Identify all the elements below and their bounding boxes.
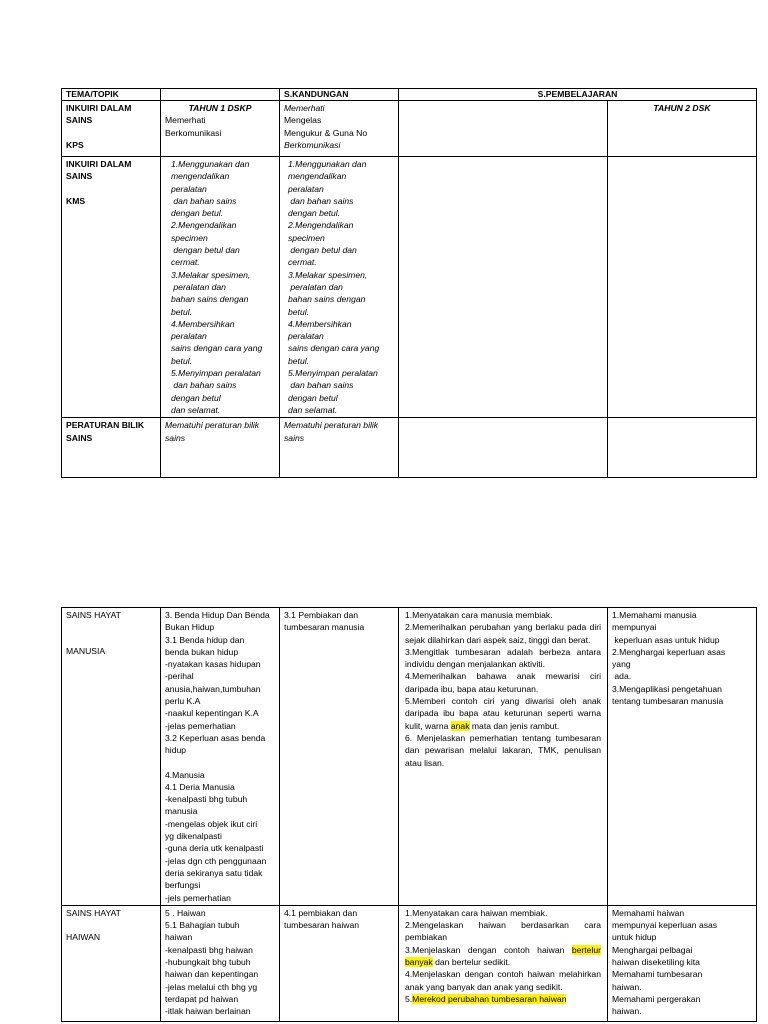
pembelajaran-cell-manusia xyxy=(399,608,608,906)
text-line: 3. Benda Hidup Dan Benda xyxy=(165,610,270,620)
text-line: -jelas melalui cth bhg yg xyxy=(165,981,258,992)
tahun-2-cell-kps xyxy=(608,101,757,157)
text-line xyxy=(66,127,156,139)
text-line: dengan betul xyxy=(171,392,221,403)
text-line: tumbesaran haiwan xyxy=(284,920,360,931)
text-line: 3.1 Benda hidup dan xyxy=(165,634,245,645)
text-line: yg dikenalpasti xyxy=(165,831,222,842)
text-line: 5.1 Bahagian tubuh xyxy=(165,920,240,931)
pembelajaran-cell-haiwan xyxy=(399,905,608,1021)
text-line: keperluan asas untuk hidup xyxy=(612,634,720,645)
text-line: haiwan diseketiling kita xyxy=(612,957,700,968)
text-line: -nyatakan kasas hidupan xyxy=(165,659,261,670)
text-line: PERATURAN BILIK xyxy=(66,420,145,431)
text-line: haiwan xyxy=(165,932,193,943)
text-line: Memahami haiwan xyxy=(612,907,685,918)
column-title-tahun-1: TAHUN 1 DSKP xyxy=(188,103,252,113)
text-line: hidup xyxy=(165,745,187,756)
table-row-peraturan xyxy=(62,418,757,478)
learning-item: 6. Menjelaskan pemerhatian tentang tumbesaran dan pewarisan melalui lakaran, TMK, penulisan atau lisan. xyxy=(405,732,601,768)
text-line: 4.1 Deria Manusia xyxy=(165,781,235,792)
text-line: dengan betul. xyxy=(288,208,341,219)
text-line: HAIWAN xyxy=(66,932,101,943)
text-line: -kenalpasti bhg tubuh xyxy=(165,794,248,805)
text-line: specimen xyxy=(171,232,208,243)
tahun-2-cell-manusia xyxy=(608,608,757,906)
learning-item: 2.Memerihalkan perubahan yang berlaku pada diri sejak dilahirkan dari aspek saiz, tinggi dan berat. xyxy=(405,622,601,645)
text-line: peralatan xyxy=(171,183,207,194)
text-line: SAINS xyxy=(66,171,93,182)
learning-item xyxy=(405,993,601,1005)
text-line: dengan betul. xyxy=(171,208,224,219)
text-line: dan bahan sains xyxy=(171,380,237,391)
text-line: haiwan. xyxy=(612,981,642,992)
text-line: INKUIRI DALAM xyxy=(66,103,132,113)
learning-item: 3.Mengitlak tumbesaran adalah berbeza antara individu dengan menjalankan aktiviti. xyxy=(405,646,601,670)
text-line: mengendalikan xyxy=(171,171,230,182)
text-line: peralatan xyxy=(288,183,324,194)
table-header-row xyxy=(62,89,757,101)
text-line: 3.Melakar spesimen, xyxy=(171,269,251,280)
text-line: KMS xyxy=(66,195,86,206)
text-line: dan bahan sains xyxy=(288,195,354,206)
tahun-2-cell-peraturan xyxy=(608,418,757,478)
text-line xyxy=(66,633,156,645)
text-line: -kenalpasti bhg haiwan xyxy=(165,944,253,955)
header-s-pembelajaran: S.PEMBELAJARAN xyxy=(399,89,757,101)
learning-item: 1.Menyatakan cara haiwan membiak. xyxy=(405,907,548,918)
text-line: mengendalikan xyxy=(288,171,347,182)
text-line: dan bahan sains xyxy=(171,195,237,206)
text-line: Menghargai pelbagai xyxy=(612,944,693,955)
topic-cell-peraturan xyxy=(62,418,161,478)
text-line: 2.Mengendalikan xyxy=(288,220,354,231)
topic-cell-manusia xyxy=(62,608,161,906)
text-line: yang xyxy=(612,659,631,670)
text-line: dengan betul xyxy=(288,392,338,403)
kandungan-cell-kps xyxy=(280,101,399,157)
table-row-haiwan xyxy=(62,905,757,1021)
text-line: benda bukan hidup xyxy=(165,646,239,657)
text-line: dengan betul dan xyxy=(171,245,240,256)
curriculum-table-2 xyxy=(61,607,757,1022)
text-line: peralatan dan xyxy=(171,281,226,292)
text-line: cermat. xyxy=(288,257,317,268)
dskp-cell-kps xyxy=(161,101,280,157)
text-line: sains dengan cara yang xyxy=(288,343,380,354)
text-line: 2.Menghargai keperluan asas xyxy=(612,646,726,657)
text-line: betul. xyxy=(171,306,193,317)
text-line xyxy=(66,183,156,195)
text-line: Mengelas xyxy=(284,115,322,126)
text-line: 1.Menggunakan dan xyxy=(288,159,367,169)
text-line: deria sekiranya satu tidak xyxy=(165,867,263,878)
text-line: specimen xyxy=(288,232,325,243)
text-line: 2.Mengendalikan xyxy=(171,220,237,231)
learning-item xyxy=(405,944,601,969)
text-line: dan selamat. xyxy=(171,404,221,415)
text-line: Memahami tumbesaran xyxy=(612,969,703,980)
text-line: sains dengan cara yang xyxy=(171,343,263,354)
learning-item-text: 5. xyxy=(405,993,413,1004)
text-line: betul. xyxy=(288,306,310,317)
text-line: Memahami pergerakan xyxy=(612,993,701,1004)
text-line: -guna deria utk kenalpasti xyxy=(165,843,264,854)
text-line: Mengukur & Guna No xyxy=(284,127,368,138)
text-line xyxy=(165,757,275,769)
curriculum-table-1 xyxy=(61,88,757,478)
header-s-kandungan: S.KANDUNGAN xyxy=(280,89,399,101)
text-line: -itlak haiwan berlainan xyxy=(165,1006,251,1017)
text-line: cermat. xyxy=(171,257,200,268)
text-line: Memerhati xyxy=(165,115,206,126)
text-line: peralatan dan xyxy=(288,281,343,292)
text-line: peralatan xyxy=(171,331,207,342)
text-line: Mematuhi peraturan bilik xyxy=(165,420,260,431)
text-line: -perihal xyxy=(165,671,194,682)
topic-cell-haiwan xyxy=(62,905,161,1021)
text-line: SAINS xyxy=(66,432,93,443)
text-line: untuk hidup xyxy=(612,932,657,943)
topic-cell-kms xyxy=(62,157,161,418)
text-line: sains xyxy=(284,432,305,443)
tahun-2-cell-kms xyxy=(608,157,757,418)
text-line: Memerhati xyxy=(284,103,325,113)
text-line: -mengelas objek ikut ciri xyxy=(165,818,258,829)
text-line xyxy=(66,621,156,633)
column-title-tahun-2: TAHUN 2 DSK xyxy=(653,103,711,113)
text-line: -jelas pemerhatian xyxy=(165,720,236,731)
text-line: 5 . Haiwan xyxy=(165,907,206,918)
text-line: INKUIRI DALAM xyxy=(66,159,132,169)
learning-item: 4.Memerihalkan bahawa anak mewarisi ciri daripada ibu, bapa atau keturunan. xyxy=(405,671,601,694)
dskp-cell-kms xyxy=(161,157,280,418)
dskp-cell-peraturan xyxy=(161,418,280,478)
text-line: tumbesaran manusia xyxy=(284,622,365,633)
table-row-manusia xyxy=(62,608,757,906)
learning-item-text: 3.Menjelaskan dengan contoh haiwan xyxy=(405,944,565,955)
text-line: 4.Membersihkan xyxy=(288,318,352,329)
text-line: tentang tumbesaran manusia xyxy=(612,696,724,707)
text-line: SAINS xyxy=(66,115,93,126)
highlighted-phrase: bertelur banyak xyxy=(405,944,601,968)
kandungan-cell-kms xyxy=(280,157,399,418)
text-line: 5.Menyimpan peralatan xyxy=(171,368,261,379)
text-line: -jelas dgn cth penggunaan xyxy=(165,855,267,866)
text-line: 1.Menggunakan dan xyxy=(171,159,250,169)
kandungan-cell-haiwan xyxy=(280,905,399,1021)
text-line: bahan sains dengan xyxy=(171,294,249,305)
header-empty xyxy=(161,89,280,101)
topic-cell-kps xyxy=(62,101,161,157)
text-line: MANUSIA xyxy=(66,646,106,657)
text-line: Berkomunikasi xyxy=(165,127,222,138)
dskp-cell-haiwan xyxy=(161,905,280,1021)
text-line: mempunyai keperluan asas xyxy=(612,920,718,931)
text-line: 5.Menyimpan peralatan xyxy=(288,368,378,379)
text-line: 4.1 pembiakan dan xyxy=(284,907,358,918)
text-line: Mematuhi peraturan bilik xyxy=(284,420,379,431)
text-line: anusia,haiwan,tumbuhan xyxy=(165,683,261,694)
highlighted-phrase: Merekod perubahan tumbesaran haiwan xyxy=(412,993,567,1004)
highlighted-word: anak xyxy=(450,720,470,731)
text-line: KPS xyxy=(66,139,84,150)
text-line: SAINS HAYAT xyxy=(66,610,121,620)
learning-item-text: 5.Memberi contoh ciri yang diwarisi oleh anak daripada ibu bapa atau keturunan seperti warna kulit, warna xyxy=(405,696,601,731)
kandungan-cell-manusia xyxy=(280,608,399,906)
tahun-2-cell-haiwan xyxy=(608,905,757,1021)
text-line: 4.Membersihkan xyxy=(171,318,235,329)
learning-item-text: dan bertelur sedikit. xyxy=(435,957,511,968)
text-line: 3.1 Pembiakan dan xyxy=(284,610,359,620)
learning-item: 2.Mengelaskan haiwan berdasarkan cara pembiakan xyxy=(405,920,601,943)
text-line: -hubungkait bhg tubuh xyxy=(165,957,251,968)
text-line: 3.Mengaplikasi pengetahuan xyxy=(612,683,722,694)
text-line: berfungsi xyxy=(165,880,201,891)
text-line xyxy=(66,919,156,931)
text-line: manusia xyxy=(165,806,198,817)
table-row-kms xyxy=(62,157,757,418)
kandungan-cell-peraturan xyxy=(280,418,399,478)
text-line: mempunyai xyxy=(612,622,657,633)
text-line: betul. xyxy=(171,355,193,366)
learning-item xyxy=(405,695,601,732)
text-line: 3.2 Keperluan asas benda xyxy=(165,732,266,743)
text-line: peralatan xyxy=(288,331,324,342)
text-line: Bukan Hidup xyxy=(165,622,215,633)
pembelajaran-cell-peraturan xyxy=(399,418,608,478)
text-line: -naakul kepentingan K.A xyxy=(165,708,259,719)
text-line: perlu K.A xyxy=(165,696,201,707)
text-line: Berkomunikasi xyxy=(284,139,341,150)
table-row-kps xyxy=(62,101,757,157)
pembelajaran-cell-kps xyxy=(399,101,608,157)
text-line: dan selamat. xyxy=(288,404,338,415)
pembelajaran-cell-kms xyxy=(399,157,608,418)
dskp-cell-manusia xyxy=(161,608,280,906)
text-line: 1.Memahami manusia xyxy=(612,610,697,620)
text-line: haiwan dan kepentingan xyxy=(165,969,259,980)
text-line: terdapat pd haiwan xyxy=(165,993,239,1004)
text-line: ada. xyxy=(612,671,632,682)
text-line: sains xyxy=(165,432,186,443)
learning-item: 1.Menyatakan cara manusia membiak. xyxy=(405,610,553,620)
text-line: haiwan. xyxy=(612,1006,642,1017)
text-line: dengan betul dan xyxy=(288,245,357,256)
text-line: bahan sains dengan xyxy=(288,294,366,305)
text-line: betul. xyxy=(288,355,310,366)
text-line: SAINS HAYAT xyxy=(66,907,121,918)
learning-item-text: mata dan jenis rambut. xyxy=(471,720,560,731)
text-line: 4.Manusia xyxy=(165,769,205,780)
header-tema-topik: TEMA/TOPIK xyxy=(62,89,161,101)
text-line: -jels pemerhatian xyxy=(165,892,231,903)
learning-item: 4.Menjelaskan dengan contoh haiwan melahirkan anak yang banyak dan anak yang sedikit. xyxy=(405,969,601,992)
text-line: dan bahan sains xyxy=(288,380,354,391)
text-line: 3.Melakar spesimen, xyxy=(288,269,368,280)
